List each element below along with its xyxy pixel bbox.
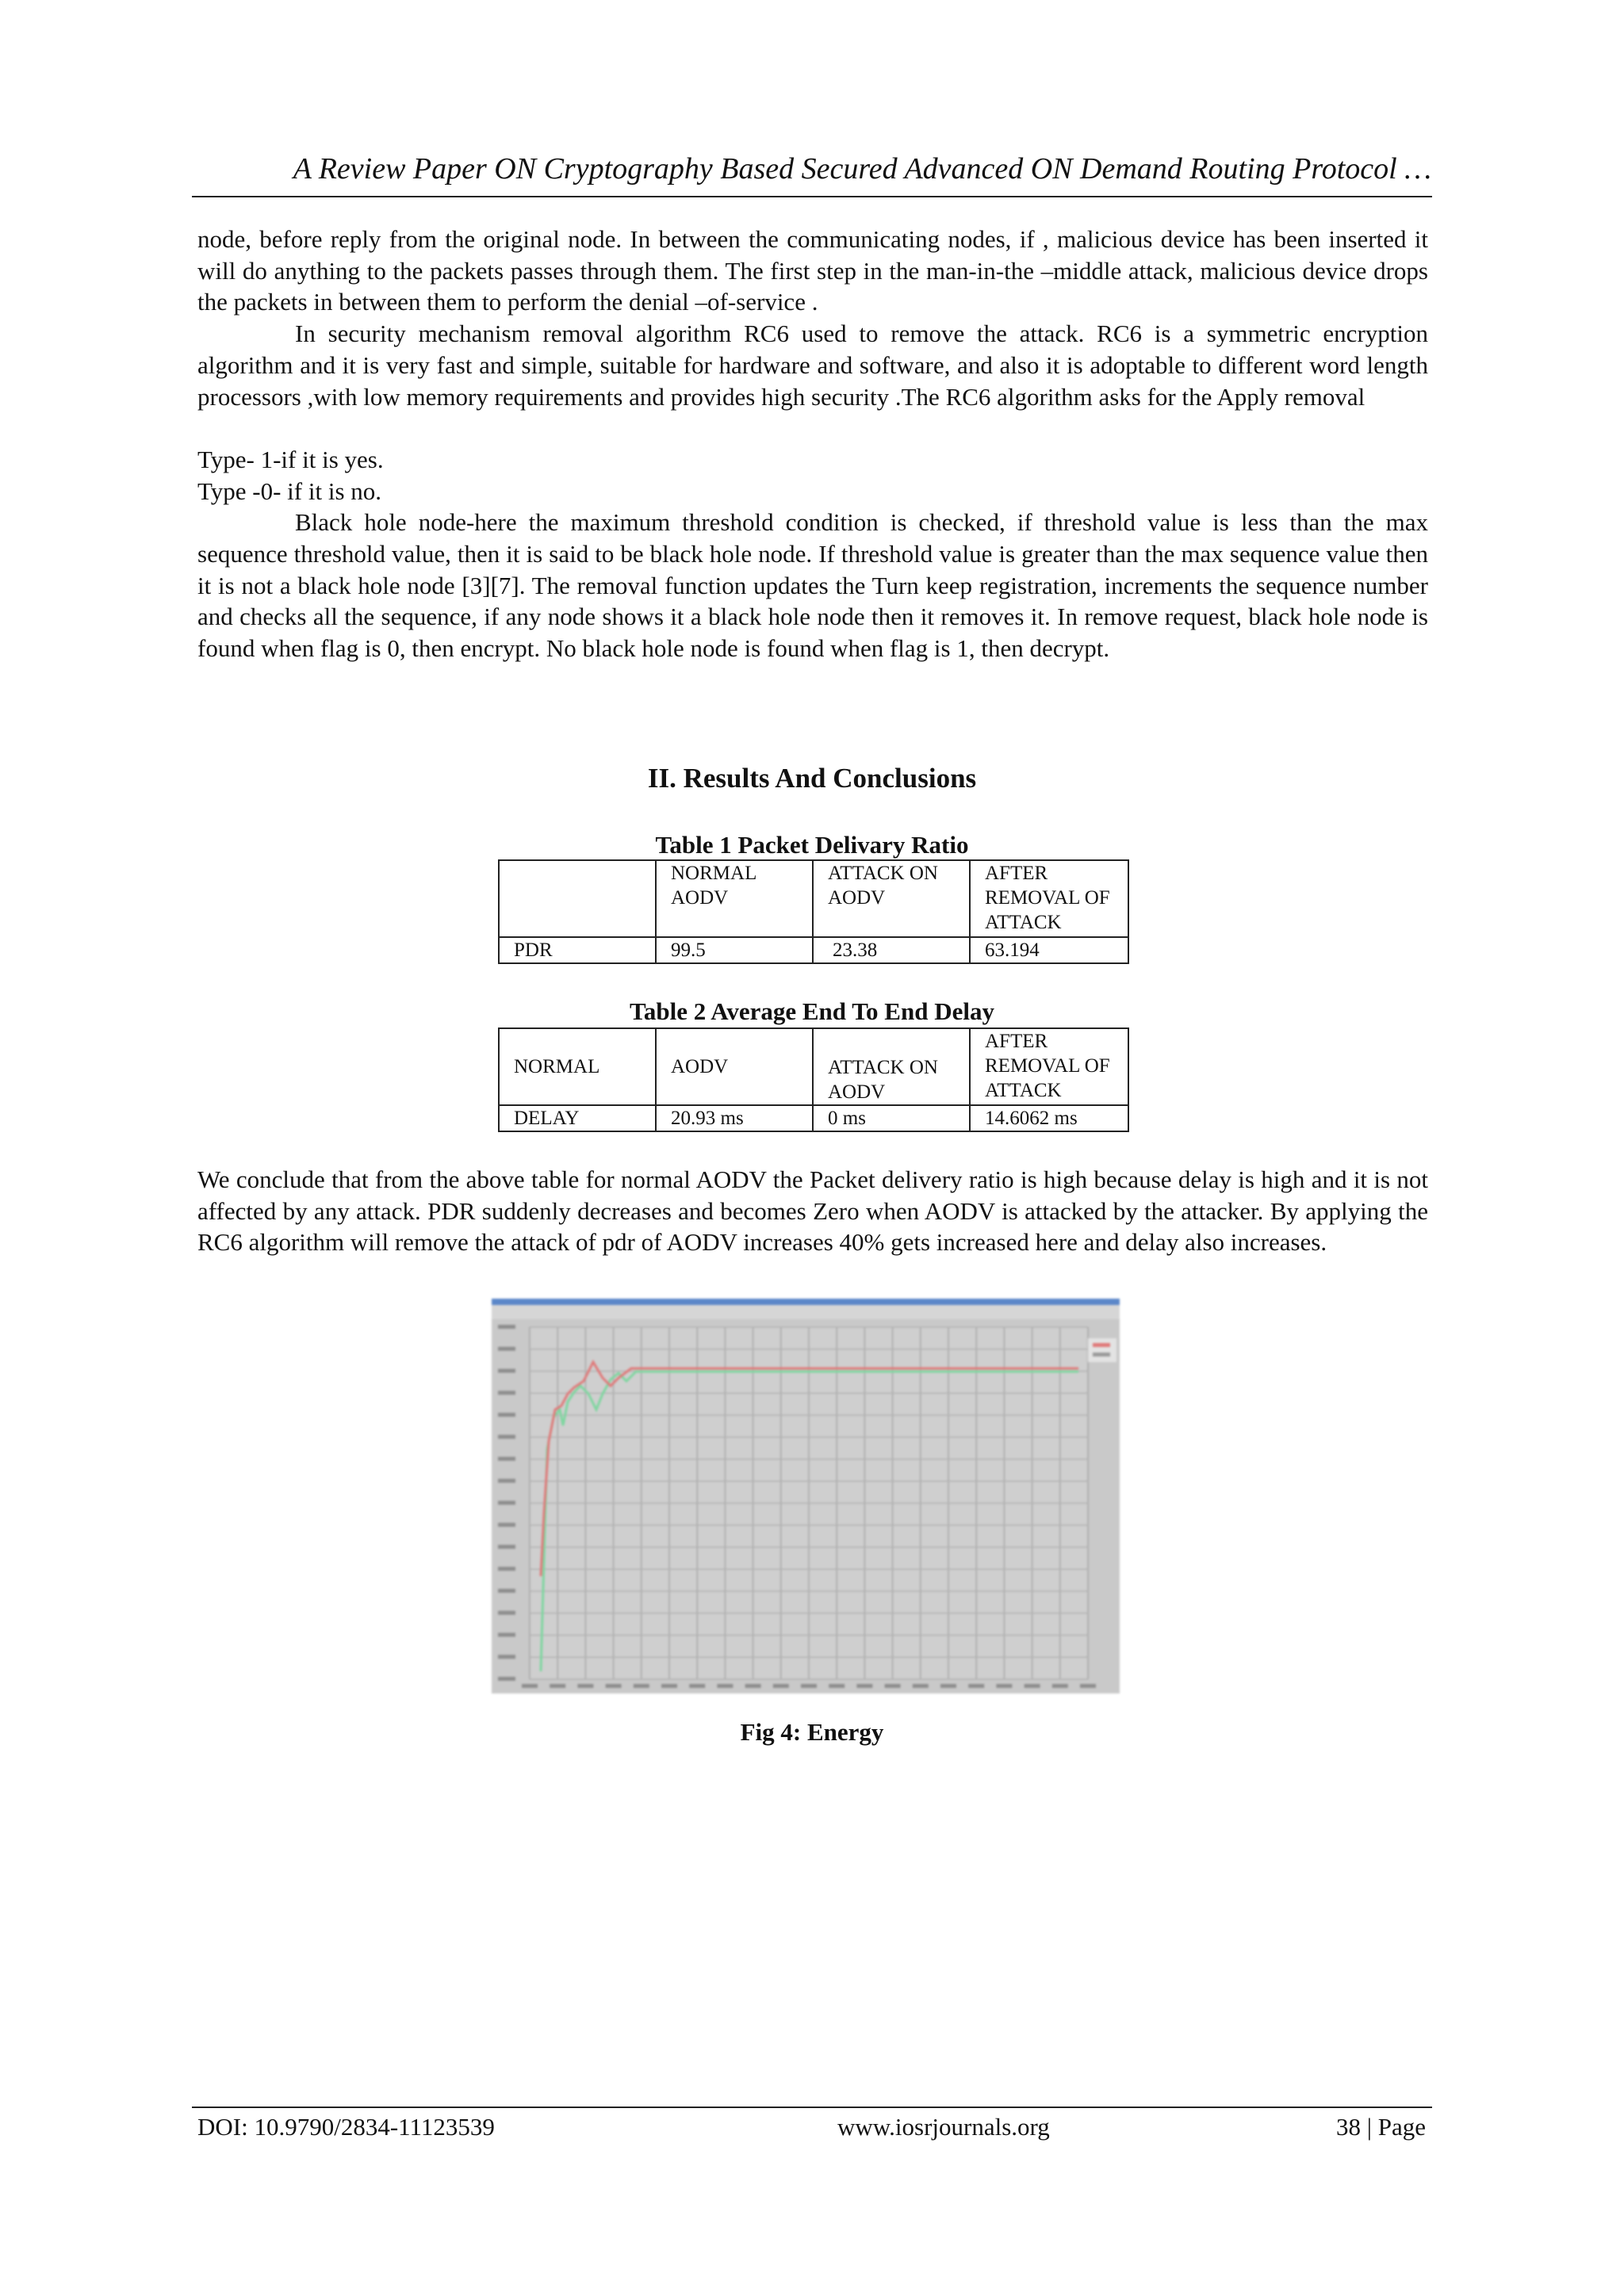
table-cell: 23.38 — [813, 937, 970, 963]
energy-plot — [492, 1299, 1120, 1693]
figure-caption: Fig 4: Energy — [740, 1718, 884, 1746]
y-tick-label — [498, 1677, 515, 1681]
y-tick-label — [498, 1501, 515, 1505]
table-header-cell: AFTER REMOVAL OF ATTACK — [970, 1028, 1128, 1105]
table-packet-delivery-ratio — [498, 859, 1129, 964]
x-tick-label — [1025, 1684, 1040, 1688]
paragraph-man-in-the-middle: node, before reply from the original node. In between the communicating nodes, if , malicious device has been inserted it will do anything to the packets passes through them. The first step in the man-in-the –middle attack, malicious device drops the packets in between them to perform the denial –of-service . — [197, 225, 1428, 316]
body-text-top — [197, 224, 1428, 664]
x-tick-label — [829, 1684, 845, 1688]
y-tick-label — [498, 1611, 515, 1615]
y-tick-label — [498, 1567, 515, 1571]
x-tick-label — [1052, 1684, 1068, 1688]
table-cell: PDR — [499, 937, 656, 963]
section-heading: II. Results And Conclusions — [647, 763, 977, 794]
table-header-row — [499, 860, 1128, 937]
y-tick-label — [498, 1523, 515, 1527]
y-tick-label — [498, 1347, 515, 1351]
y-tick-label — [498, 1435, 515, 1439]
table-row — [499, 1105, 1128, 1131]
running-header: A Review Paper ON Cryptography Based Secured Advanced ON Demand Routing Protocol … — [293, 152, 1431, 186]
paragraph-rc6: In security mechanism removal algorithm RC6 used to remove the attack. RC6 is a symmetric encryption algorithm and it is very fast and simple, suitable for hardware and software, and also it is adoptable to different word length processors ,with low memory requirements and provides high security .The RC6 algorithm asks for the Apply removal — [197, 320, 1428, 411]
table-header-cell — [499, 860, 656, 937]
table-cell: 99.5 — [656, 937, 813, 963]
y-tick-label — [498, 1655, 515, 1659]
table2-caption: Table 2 Average End To End Delay — [630, 997, 994, 1025]
x-tick-label — [577, 1684, 593, 1688]
footer-rule — [192, 2107, 1432, 2108]
x-tick-label — [968, 1684, 984, 1688]
table-cell: 20.93 ms — [656, 1105, 813, 1131]
table-header-cell: AFTER REMOVAL OF ATTACK — [970, 860, 1128, 937]
x-tick-label — [606, 1684, 622, 1688]
legend-swatch-red — [1093, 1343, 1110, 1347]
table-cell: DELAY — [499, 1105, 656, 1131]
paragraph-black-hole: Black hole node-here the maximum threshold condition is checked, if threshold value is less than the max sequence threshold value, then it is said to be black hole node. If threshold value is greater than the max sequence value then it is not a black hole node [3][7]. The removal function updates the Turn keep registration, increments the sequence number and checks all the sequence, if any node shows it a black hole node then it removes it. In remove request, black hole node is found when flag is 0, then encrypt. No black hole node is found when flag is 1, then decrypt. — [197, 508, 1428, 663]
y-tick-label — [498, 1325, 515, 1329]
table-header-cell: ATTACK ON AODV — [813, 860, 970, 937]
x-tick-label — [773, 1684, 789, 1688]
footer-page-number: 38 | Page — [1336, 2113, 1426, 2141]
x-tick-label — [745, 1684, 761, 1688]
y-tick-label — [498, 1413, 515, 1417]
x-tick-label — [940, 1684, 956, 1688]
table-cell: 14.6062 ms — [970, 1105, 1128, 1131]
x-tick-label — [801, 1684, 817, 1688]
table-cell: 0 ms — [813, 1105, 970, 1131]
x-tick-label — [1080, 1684, 1096, 1688]
footer-doi: DOI: 10.9790/2834-11123539 — [197, 2113, 495, 2141]
table-cell: 63.194 — [970, 937, 1128, 963]
energy-figure-screenshot — [492, 1299, 1120, 1693]
x-tick-label — [689, 1684, 705, 1688]
table-row — [499, 937, 1128, 963]
x-tick-label — [550, 1684, 565, 1688]
legend-swatch-grey — [1093, 1353, 1110, 1357]
x-tick-label — [661, 1684, 677, 1688]
plot-legend — [1088, 1338, 1116, 1362]
conclusion-paragraph: We conclude that from the above table for normal AODV the Packet delivery ratio is high because delay is high and it is not affected by any attack. PDR suddenly decreases and becomes Zero when AODV is attacked by the attacker. By applying the RC6 algorithm will remove the attack of pdr of AODV increases 40% gets increased here and delay also increases. — [197, 1165, 1428, 1257]
table-header-cell: NORMAL — [499, 1028, 656, 1105]
type-yes-line: Type- 1-if it is yes. — [197, 445, 384, 473]
table-header-cell: ATTACK ON AODV — [813, 1028, 970, 1105]
x-tick-label — [996, 1684, 1012, 1688]
table-average-delay — [498, 1027, 1129, 1132]
x-tick-label — [717, 1684, 733, 1688]
y-tick-label — [498, 1545, 515, 1549]
header-rule — [192, 196, 1432, 197]
x-tick-label — [634, 1684, 649, 1688]
x-tick-label — [913, 1684, 929, 1688]
y-tick-label — [498, 1457, 515, 1461]
footer-website: www.iosrjournals.org — [837, 2113, 1050, 2141]
x-tick-label — [856, 1684, 872, 1688]
x-tick-label — [885, 1684, 901, 1688]
table1-caption: Table 1 Packet Delivary Ratio — [655, 831, 969, 859]
x-tick-label — [522, 1684, 538, 1688]
y-tick-label — [498, 1391, 515, 1395]
y-tick-label — [498, 1369, 515, 1373]
type-no-line: Type -0- if it is no. — [197, 476, 382, 505]
y-tick-label — [498, 1633, 515, 1637]
y-tick-label — [498, 1589, 515, 1593]
table-header-cell: NORMAL AODV — [656, 860, 813, 937]
y-tick-label — [498, 1479, 515, 1483]
table-header-cell: AODV — [656, 1028, 813, 1105]
table-header-row — [499, 1028, 1128, 1105]
